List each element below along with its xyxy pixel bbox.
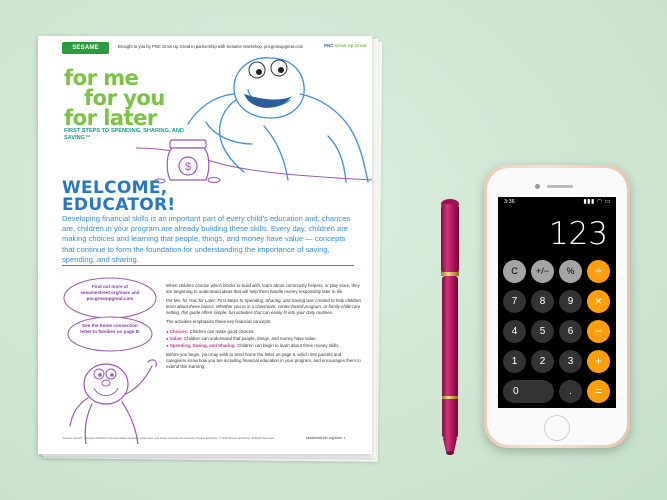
- calculator-display: 123: [548, 216, 608, 252]
- promo-website-text: Find out more at sesamestreet.org/save and pncgrowupgreat.com: [80, 284, 140, 301]
- earpiece-speaker: [547, 185, 573, 188]
- body-paragraph: When children choose which blocks to build with, learn about community helpers, or play store, they are beginning to understand ideas that will help them handle money responsibly later in life.: [166, 283, 360, 295]
- digit-3-button[interactable]: 3: [559, 350, 582, 373]
- divide-button[interactable]: ÷: [587, 260, 610, 283]
- calculator-screen: [498, 197, 616, 408]
- bullet-text: Children can understand that people, things, and money have value.: [184, 335, 317, 341]
- page-footer: sesamestreet.org/save 1: [306, 436, 346, 440]
- digit-4-button[interactable]: 4: [503, 320, 526, 343]
- digit-5-button[interactable]: 5: [531, 320, 554, 343]
- body-paragraph: For Me, for You, for Later: First Steps to Spending, Sharing, and Saving was created to help children learn about these basics. Whether you’re in a classroom, center-based program, or family child-care setting, this guide offers simple, fun activities that can easily fit into your daily routines.: [166, 298, 361, 316]
- concept-bullet: [166, 343, 362, 349]
- pnc-logo-text: PNC: [324, 43, 334, 48]
- bullet-label: Spending, Saving, and Sharing:: [169, 342, 236, 348]
- elmo-illustration: [66, 354, 166, 444]
- digit-8-button[interactable]: 8: [531, 290, 554, 313]
- smartphone: [484, 165, 630, 448]
- bullet-dot-icon: ●: [166, 335, 170, 341]
- copyright-footer: “Sesame Street®”, “Sesame Workshop” and associated characters, trademarks, and design elements are owned by Sesame Workshop. © 2013 Sesame Workshop. All Rights Reserved.: [62, 437, 275, 440]
- clear-button[interactable]: C: [503, 260, 526, 283]
- welcome-heading-text: WELCOME, EDUCATOR!: [62, 178, 176, 215]
- status-time: 3:36: [504, 199, 515, 205]
- calculator-keypad: [503, 260, 611, 405]
- status-icons: ▮▮▮ ◠ ▭: [583, 199, 611, 205]
- digit-1-button[interactable]: 1: [503, 350, 526, 373]
- plus-minus-button[interactable]: +/−: [531, 260, 554, 283]
- equals-button[interactable]: =: [587, 380, 610, 403]
- body-paragraph: Before you begin, you may wish to send home the letter on page 8, which lets parents and caregivers know how you are including financial education in your program, and encourages them to extend this learning.: [166, 351, 361, 370]
- concept-bullet: [166, 329, 362, 335]
- promo-letter-text: See the home connection letter to families on page 8!: [80, 323, 140, 334]
- body-paragraph: The activities emphasize these key financial concepts:: [166, 319, 272, 325]
- decimal-button[interactable]: .: [559, 380, 582, 403]
- digit-7-button[interactable]: 7: [503, 290, 526, 313]
- sesame-street-logo: SESAME STREET: [62, 42, 109, 54]
- welcome-heading: [62, 180, 192, 214]
- body-text: [166, 283, 362, 373]
- digit-0-button[interactable]: 0: [503, 380, 554, 403]
- percent-button[interactable]: %: [559, 260, 582, 283]
- title-line-3: for later: [64, 106, 157, 130]
- money-jar-icon: [155, 140, 220, 183]
- bullet-label: Value:: [169, 335, 183, 341]
- jar-dollar-sign: $: [184, 161, 192, 173]
- digit-9-button[interactable]: 9: [559, 290, 582, 313]
- home-button[interactable]: [544, 415, 570, 441]
- digit-2-button[interactable]: 2: [531, 350, 554, 373]
- pen: [435, 198, 465, 460]
- educator-guide-page: [38, 36, 372, 454]
- title-subtitle: FIRST STEPS TO SPENDING, SHARING, AND SAVING™: [64, 128, 184, 141]
- bullet-text: Children can begin to learn about three money skills.: [237, 342, 340, 348]
- title-line-2: for you: [84, 86, 165, 110]
- phone-face: [487, 168, 627, 445]
- multiply-button[interactable]: ×: [587, 290, 610, 313]
- bullet-label: Choices:: [169, 328, 189, 334]
- concept-bullet: [166, 336, 362, 342]
- title-line-1: for me: [64, 66, 139, 90]
- brought-to-you-by: Brought to you by PNC Grow Up Great in partnership with Sesame Workshop. pncgrowupgreat.com: [118, 44, 304, 49]
- bullet-dot-icon: ●: [166, 342, 170, 348]
- add-button[interactable]: +: [587, 350, 610, 373]
- promo-callouts: [62, 276, 158, 356]
- pnc-tagline: Grow Up Great: [334, 43, 367, 48]
- digit-6-button[interactable]: 6: [559, 320, 582, 343]
- section-divider: [62, 265, 354, 266]
- intro-paragraph: Developing financial skills is an important part of every child’s education and, chances are, children in your program are already building these skills. Every day, children are making choices and learning that people, things, and money have value — concepts that continue to form the foundation for understanding the importance of saving, spending, and sharing.: [62, 214, 351, 264]
- subtract-button[interactable]: −: [587, 320, 610, 343]
- front-camera-icon: [535, 184, 540, 189]
- bullet-text: Children can make good choices.: [189, 328, 255, 334]
- bullet-dot-icon: ●: [166, 328, 170, 334]
